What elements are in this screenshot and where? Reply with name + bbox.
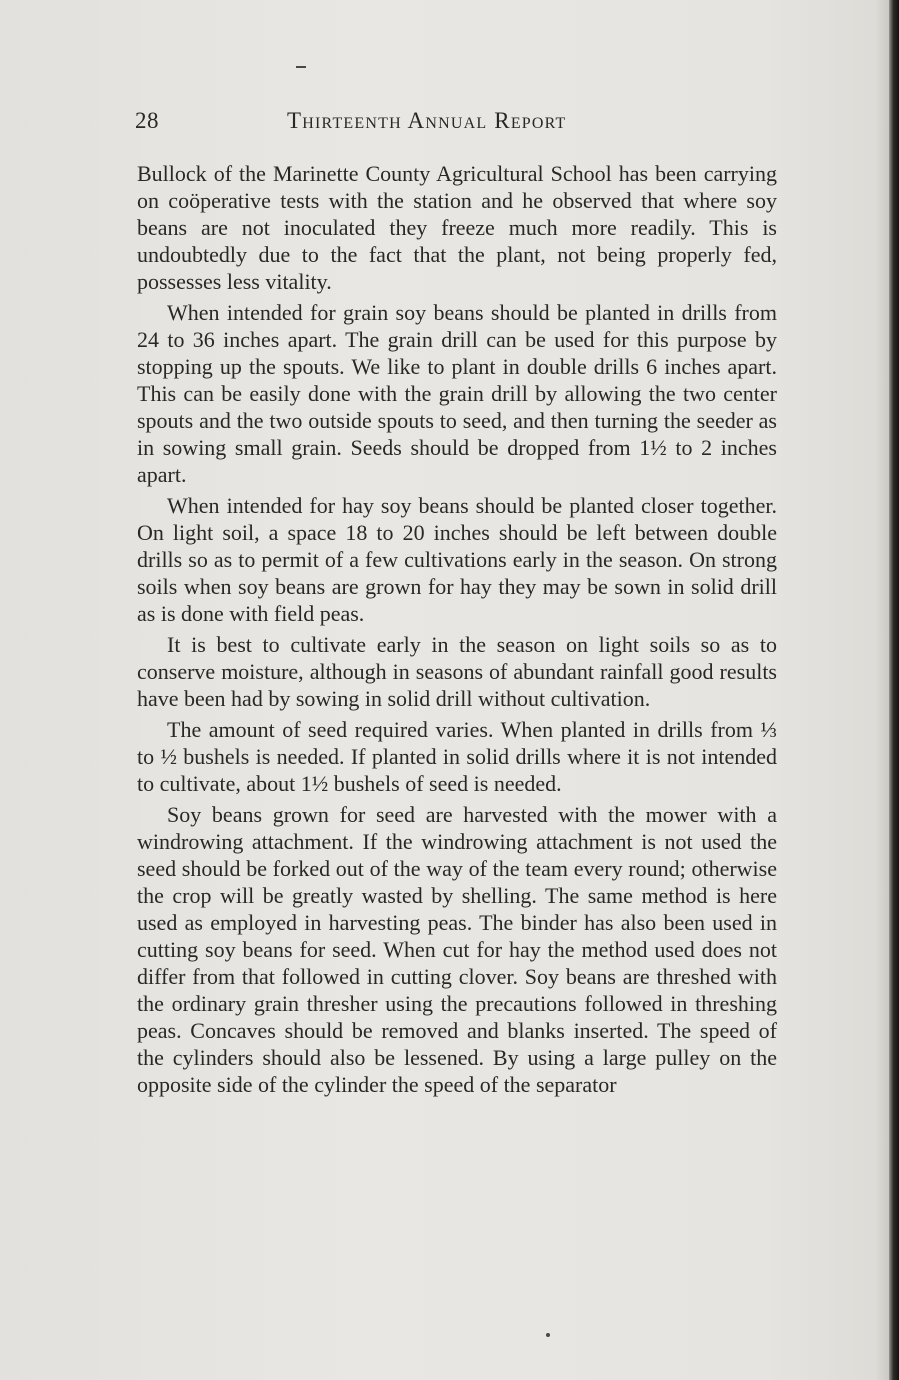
print-dot-mark — [546, 1333, 550, 1337]
binding-edge — [889, 0, 899, 1380]
running-title: Thirteenth Annual Report — [287, 108, 567, 133]
paragraph-continued: Bullock of the Marinette County Agricultural School has been carrying on coöperative tests with the station and he observed that where soy beans are not inoculated they freeze much more readily. This is undoubtedly due to the fact that the plant, not being properly fed, possesses less vitality. — [137, 161, 777, 294]
print-dash-mark — [296, 66, 306, 68]
paragraph-harvesting: Soy beans grown for seed are harvested with the mower with a windrowing attachment. If the windrowing attachment is not used the seed should be forked out of the way of the team every round; otherwise the crop will be greatly wasted by shelling. The same method is here used as employed in harvesting peas. The binder has also been used in cutting soy beans for seed. When cut for hay the method used does not differ from that followed in cutting clover. Soy beans are threshed with the ordinary grain thresher using the precautions followed in threshing peas. Concaves should be removed and blanks inserted. The speed of the cylinders should also be lessened. By using a large pulley on the opposite side of the cylinder the speed of the separator — [137, 802, 777, 1097]
paragraph-cultivation: It is best to cultivate early in the season on light soils so as to conserve moisture, although in seasons of abundant rainfall good results have been had by sowing in solid drill without cultivation. — [137, 632, 777, 711]
paragraph-grain-planting: When intended for grain soy beans should be planted in drills from 24 to 36 inches apart. The grain drill can be used for this purpose by stopping up the spouts. We like to plant in double drills 6 inches apart. This can be easily done with the grain drill by allowing the two center spouts and the two outside spouts to seed, and then turning the seeder as in sowing small grain. Seeds should be dropped from 1½ to 2 inches apart. — [137, 300, 777, 487]
body-text — [137, 160, 777, 1102]
page-number: 28 — [135, 108, 159, 133]
paragraph-hay-planting: When intended for hay soy beans should be planted closer together. On light soil, a space 18 to 20 inches should be left between double drills so as to permit of a few cultivations early in the season. On strong soils when soy beans are grown for hay they may be sown in solid drill as is done with field peas. — [137, 493, 777, 626]
page-edge-shadow — [875, 0, 889, 1380]
paragraph-seed-amount: The amount of seed required varies. When planted in drills from ⅓ to ½ bushels is needed. If planted in solid drills where it is not intended to cultivate, about 1½ bushels of seed is needed. — [137, 717, 777, 796]
page-header — [135, 108, 775, 142]
